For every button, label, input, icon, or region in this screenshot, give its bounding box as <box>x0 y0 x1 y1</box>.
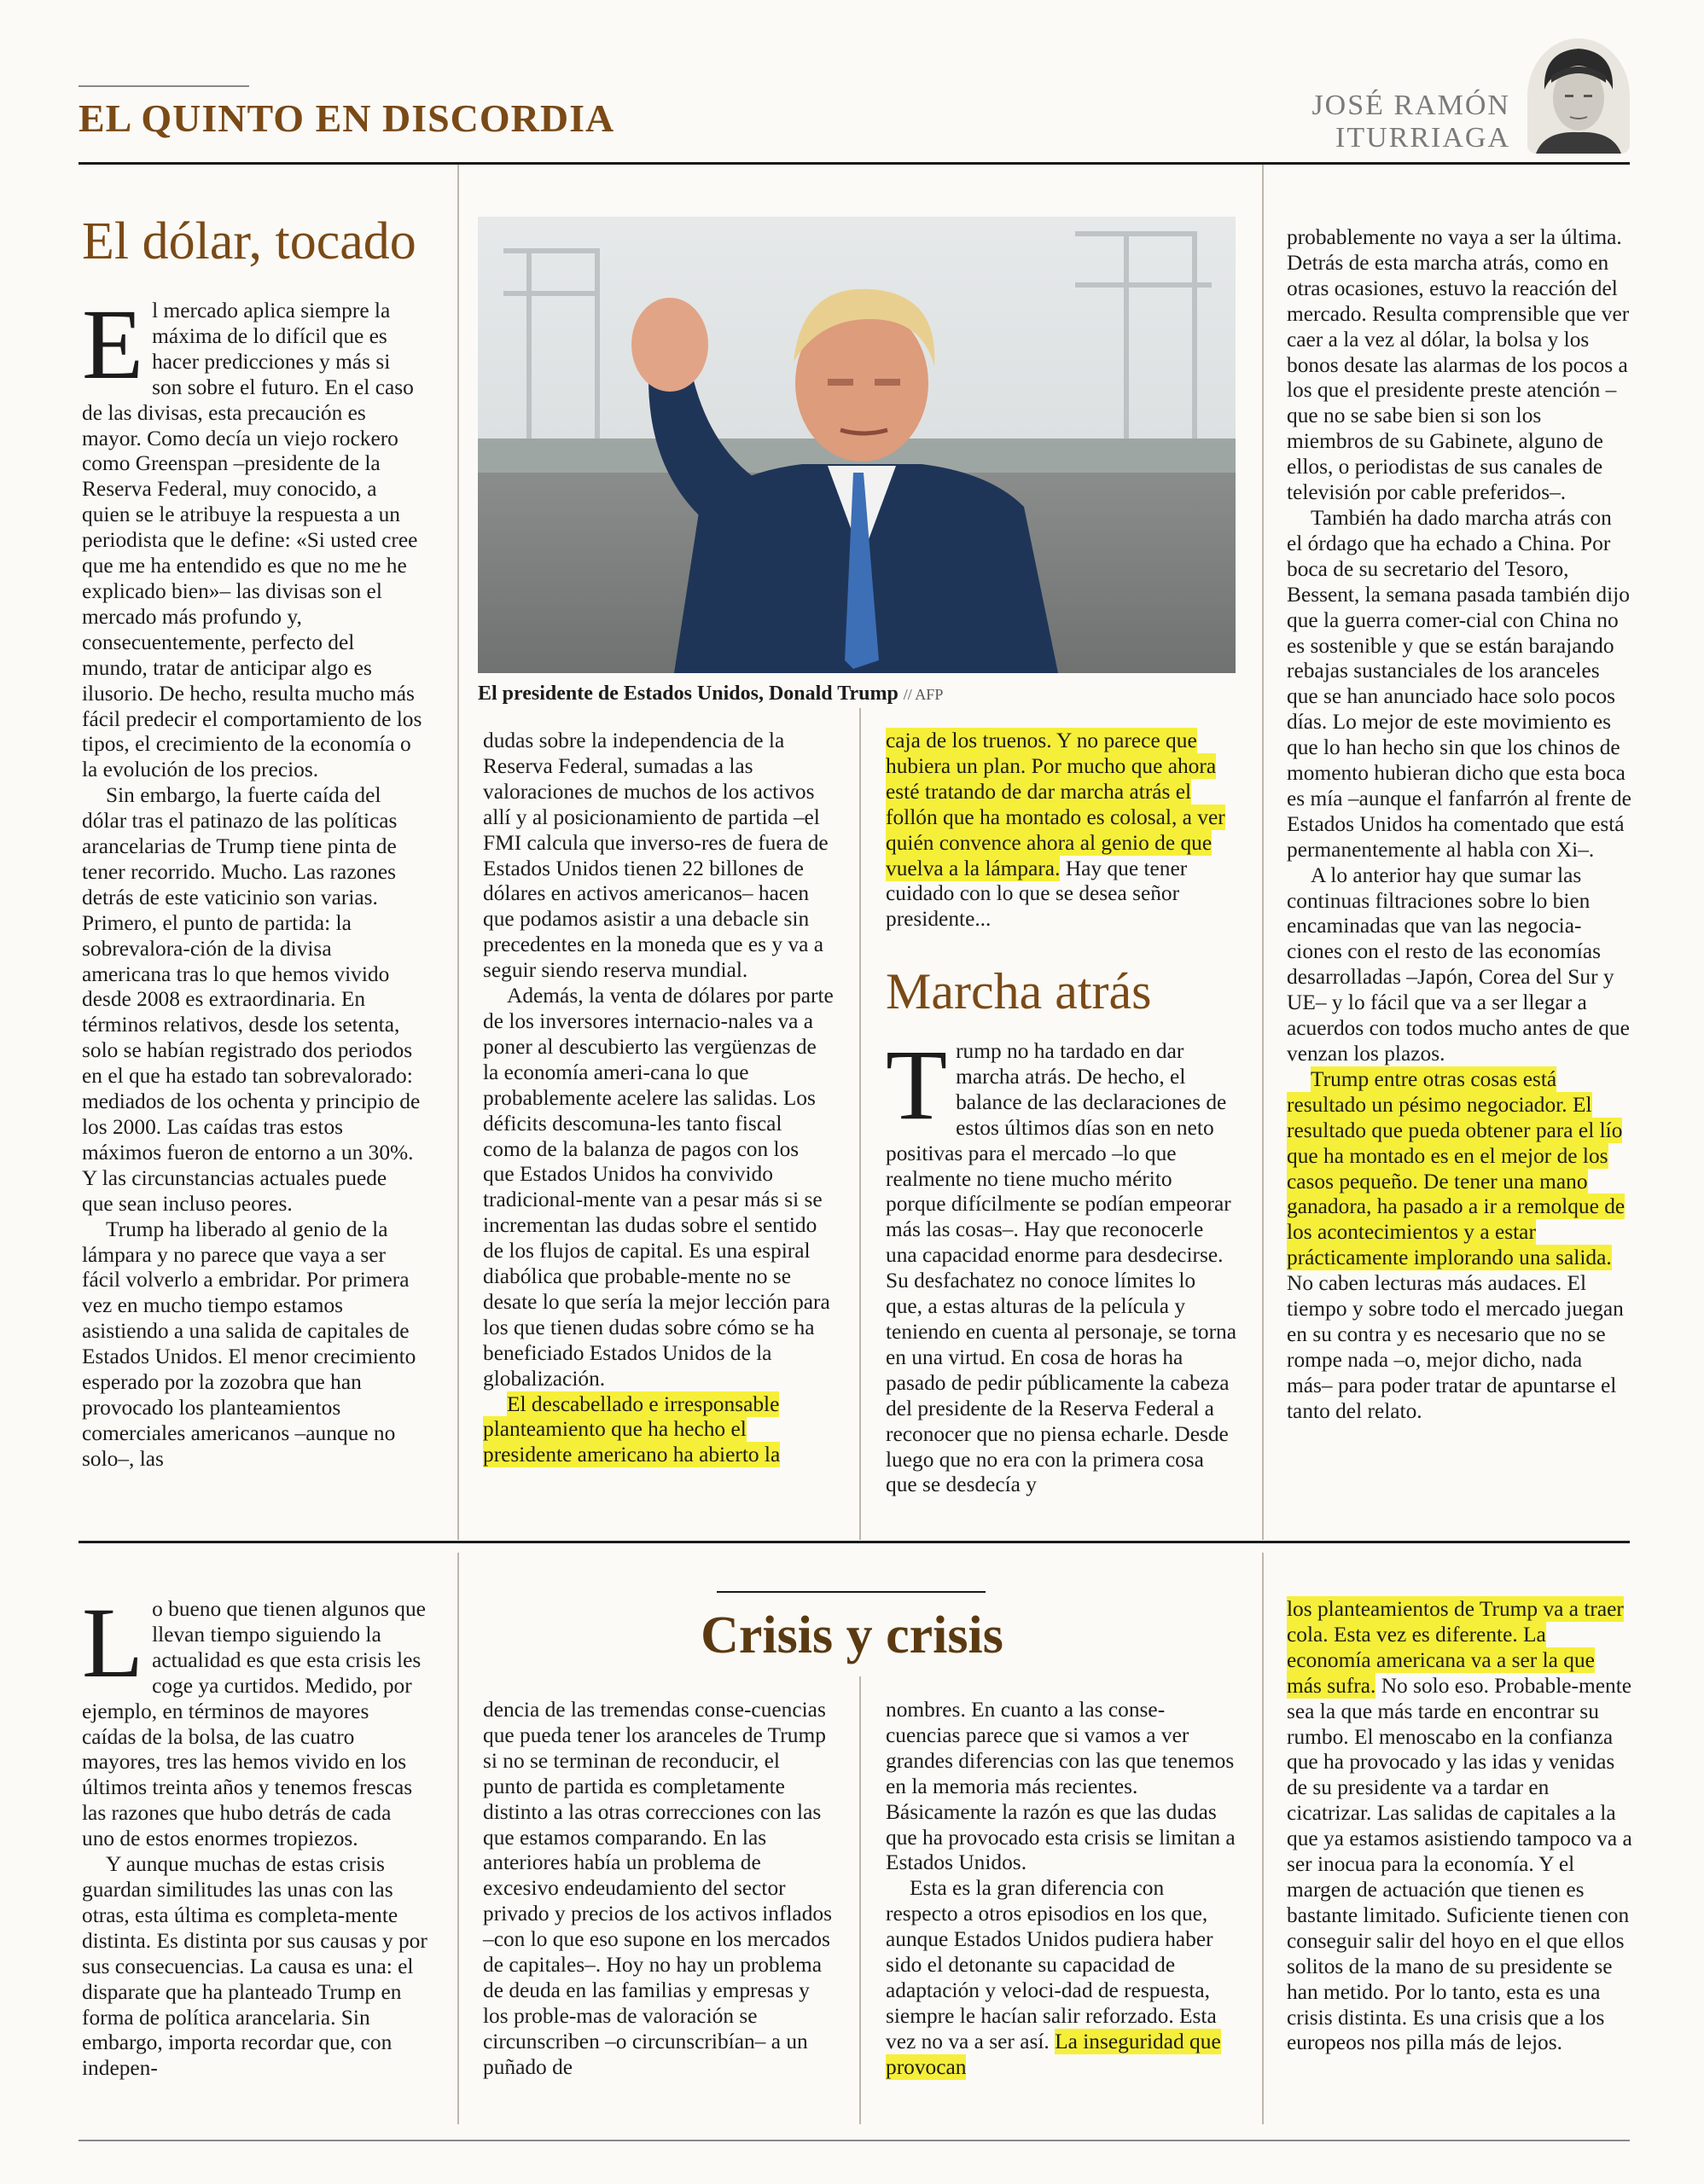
highlighted-text: los planteamientos de Trump va a traer cola. Esta vez es diferente. La economía americana va a ser la que más sufra. <box>1287 1597 1624 1698</box>
trump-photo <box>478 217 1236 673</box>
article1-column-2 <box>483 729 835 1468</box>
highlighted-text: La inseguridad que provocan <box>886 2029 1221 2079</box>
paragraph: probablemente no vaya a ser la última. Detrás de esta marcha atrás, como en otras ocasiones, estuvo la reacción del mercado. Resulta comprensible que ver caer a la vez al dólar, la bolsa y los bonos desate las alarmas de los pocos a los que el presidente preste atención –que no se sabe bien si son los miembros de su Gabinete, alguno de ellos, o periodistas de sus canales de televisión por cable preferidos–. <box>1287 225 1630 505</box>
highlighted-text: Trump entre otras cosas está resultado un pésimo negociador. El resultado que pueda obtener para el lío que ha montado es en el mejor de los casos pequeño. De tener una mano ganadora, ha pasado a ir a remolque de los acontecimientos y a estar prácticamente implorando una salida. <box>1287 1066 1625 1270</box>
caption-text: El presidente de Estados Unidos, Donald Trump <box>478 682 899 705</box>
paragraph: l mercado aplica siempre la máxima de lo difícil que es hacer predicciones y más si son sobre el futuro. En el caso de las divisas, esta precaución es mayor. Como decía un viejo rockero como Greenspan –presidente de la Reserva Federal, muy conocido, a quien se le atribuye la respuesta a un periodista que le define: «Si usted cree que me ha entendido es que no me he explicado bien»– las divisas son el mercado más profundo y, consecuentemente, perfecto del mundo, tratar de anticipar algo es ilusorio. De hecho, resulta mucho más fácil predecir el comportamiento de los tipos, el crecimiento de la economía o la evolución de los precios. <box>82 299 422 782</box>
dropcap: L <box>82 1587 144 1699</box>
headline-rule <box>717 1591 986 1593</box>
highlighted-text: El descabellado e irresponsable planteamiento que ha hecho el presidente americano ha abierto la <box>483 1391 781 1467</box>
column-divider <box>859 708 861 1540</box>
article3-column-2 <box>483 1698 835 2081</box>
article2-column-2 <box>1287 225 1632 1425</box>
headline-marcha-atras: Marcha atrás <box>886 963 1152 1019</box>
paragraph: Sin embargo, la fuerte caída del dólar tras el patinazo de las políticas arancelarias de Trump tiene pinta de tener recorrido. Mucho. Las razones detrás de este vaticinio son varias. Primero, el punto de partida: la sobrevalora-ción de la divisa americana tras lo que hemos vivido desde 2008 es extraordinaria. En términos relativos, desde los setenta, solo se habían registrado dos periodos en el que ha estado tan sobrevalorado: mediados de los ochenta y principio de los 2000. Las caídas tras estos máximos fueron de entorno a un 30%. Y las circunstancias actuales puede que sean incluso peores. <box>82 783 421 1216</box>
paragraph: Esta es la gran diferencia con respecto a otros episodios en los que, aunque Estados Unidos pudiera haber sido el detonante su capacidad de adaptación y veloci-dad de respuesta, siempre le hacían salir reforzado. Esta vez no va a ser así. <box>886 1876 1217 2053</box>
paragraph: Además, la venta de dólares por parte de los inversores internacio-nales va a poner al descubierto las vergüenzas de la economía ameri-cana lo que probablemente acelere las salidas. Los déficits descomuna-les tanto fiscal como de la balanza de pagos con los que Estados Unidos ha convivido tradicional-mente van a pesar más si se incrementan las dudas sobre el sentido de los flujos de capital. Es una espiral diabólica que probable-mente no se desate lo que sería la mejor lección para los que tienen dudas sobre cómo se ha beneficiado Estados Unidos de la globalización. <box>483 984 834 1391</box>
author-first-name: JOSÉ RAMÓN <box>1311 90 1510 121</box>
paragraph: rump no ha tardado en dar marcha atrás. De hecho, el balance de las declaraciones de estos últimos días son en neto positivas para el mercado –lo que realmente no tiene mucho mérito porque difícilmente se podían empeorar más las cosas–. Hay que reconocerle una capacidad enorme para desdecirse. Su desfachatez no conoce límites lo que, a estas alturas de la película y teniendo en cuenta al personaje, se torna en una virtud. En cosa de horas ha pasado de pedir públicamente la cabeza del presidente de la Reserva Federal a reconocer que no piensa echarle. Desde luego que no era con la primera cosa que se desdecía y <box>886 1039 1237 1497</box>
column-divider <box>1262 1553 1264 2124</box>
column-divider <box>1262 165 1264 1540</box>
paragraph: Hay que tener cuidado con lo que se desea señor presidente... <box>886 856 1188 932</box>
headline-el-dolar-tocado: El dólar, tocado <box>82 212 416 270</box>
paragraph: A lo anterior hay que sumar las continuas filtraciones sobre lo bien encaminadas que van las negocia-ciones con el resto de las economías desarrolladas –Japón, Corea del Sur y UE– y lo fácil que va a ser llegar a acuerdos con todos mucho antes de que venzan los plazos. <box>1287 863 1630 1066</box>
section-divider <box>79 1541 1630 1543</box>
paragraph: Y aunque muchas de estas crisis guardan similitudes las unas con las otras, esta última es completa-mente distinta. Es distinta por sus causas y por sus consecuencias. La causa es una: el disparate que ha planteado Trump en forma de política arancelaria. Sin embargo, importa recordar que, con indepen- <box>82 1852 427 2081</box>
section-title: EL QUINTO EN DISCORDIA <box>79 96 615 140</box>
footer-rule <box>79 2140 1630 2141</box>
dropcap: T <box>886 1029 948 1141</box>
header-rule <box>79 162 1630 165</box>
headline-crisis-y-crisis: Crisis y crisis <box>701 1606 1003 1664</box>
author-last-name: ITURRIAGA <box>1335 122 1510 154</box>
article3-column-3 <box>886 1698 1237 2081</box>
paragraph: No solo eso. Probable-mente sea la que más tarde en encontrar su rumbo. El menoscabo en la confianza que ha provocado y las idas y venidas de su presidente va a tardar en cicatrizar. Las salidas de capitales a la que ya estamos asistiendo tampoco va a ser inocua para la economía. Y el margen de actuación que tienen es bastante limitado. Suficiente tienen con conseguir salir del hoyo en el que ellos solitos de la mano de su presidente se han metido. Por lo tanto, esta es una crisis distinta. Es una crisis que a los europeos nos pilla más de lejos. <box>1287 1673 1632 2055</box>
author-name <box>1271 90 1510 154</box>
paragraph: Trump ha liberado al genio de la lámpara y no parece que vaya a ser fácil volverlo a embridar. Por primera vez en mucho tiempo estamos asistiendo a una salida de capitales de Estados Unidos. El menor crecimiento esperado por la zozobra que han provocado los planteamientos comerciales americanos –aunque no solo–, las <box>82 1217 416 1471</box>
article3-column-4 <box>1287 1597 1632 2056</box>
article2-column-1 <box>886 1029 1237 1498</box>
paragraph: dencia de las tremendas conse-cuencias que pueda tener los aranceles de Trump si no se terminan de reconducir, el punto de partida es completamente distinto a las otras correcciones con las que estamos comparando. En las anteriores había un problema de excesivo endeudamiento del sector privado y precios de los activos inflados –con lo que eso supone en los mercados de capitales–. Hoy no hay un problema de deuda en las familias y empresas y los proble-mas de valoración se circunscriben –o circunscribían– a un puñado de <box>483 1698 832 2079</box>
article1-column-3 <box>886 729 1237 932</box>
column-divider <box>457 165 459 1540</box>
header-top-rule <box>79 85 249 87</box>
article1-column-1 <box>82 288 423 1472</box>
author-portrait <box>1527 38 1630 154</box>
column-divider <box>457 1553 459 2124</box>
paragraph: dudas sobre la independencia de la Reserva Federal, sumadas a las valoraciones de muchos de los activos allí y al posicionamiento de partida –el FMI calcula que inverso-res de fuera de Estados Unidos tienen 22 billones de dólares en activos americanos– hacen que podamos asistir a una debacle sin precedentes en la moneda que es y va a seguir siendo reserva mundial. <box>483 729 829 983</box>
paragraph: o bueno que tienen algunos que llevan tiempo siguiendo la actualidad es que esta crisis les coge ya curtidos. Medido, por ejemplo, en términos de mayores caídas de la bolsa, de las cuatro mayores, tres las hemos vivido en los últimos treinta años y tenemos frescas las razones que hubo detrás de cada uno de estos enormes tropiezos. <box>82 1597 426 1851</box>
dropcap: E <box>82 288 144 400</box>
highlighted-text: caja de los truenos. Y no parece que hubiera un plan. Por mucho que ahora esté tratando de dar marcha atrás el follón que ha montado es colosal, a ver quién convence ahora al genio de que vuelva a la lámpara. <box>886 729 1225 880</box>
paragraph: nombres. En cuanto a las conse-cuencias parece que si vamos a ver grandes diferencias con las que tenemos en la memoria más recientes. Básicamente la razón es que las dudas que ha provocado esta crisis se limitan a Estados Unidos. <box>886 1698 1236 1875</box>
article3-column-1 <box>82 1587 427 2082</box>
paragraph: También ha dado marcha atrás con el órdago que ha echado a China. Por boca de su secretario del Tesoro, Bessent, la semana pasada también dijo que la guerra comer-cial con China no es sostenible y que se están barajando rebajas sustanciales de los aranceles que se han anunciado hace solo pocos días. Lo mejor de este movimiento es que lo han hecho sin que los chinos de momento hubieran dicho que esta boca es mía –aunque el fanfarrón al frente de Estados Unidos ha comentado que está permanentemente al habla con Xi–. <box>1287 505 1631 862</box>
photo-credit: // AFP <box>903 686 944 703</box>
paragraph: No caben lecturas más audaces. El tiempo y sobre todo el mercado juegan en su contra y es necesario que no se rompe nada –o, mejor dicho, nada más– para poder tratar de apuntarse el tanto del relato. <box>1287 1271 1624 1423</box>
column-divider <box>859 1676 861 2124</box>
photo-caption <box>478 682 943 706</box>
